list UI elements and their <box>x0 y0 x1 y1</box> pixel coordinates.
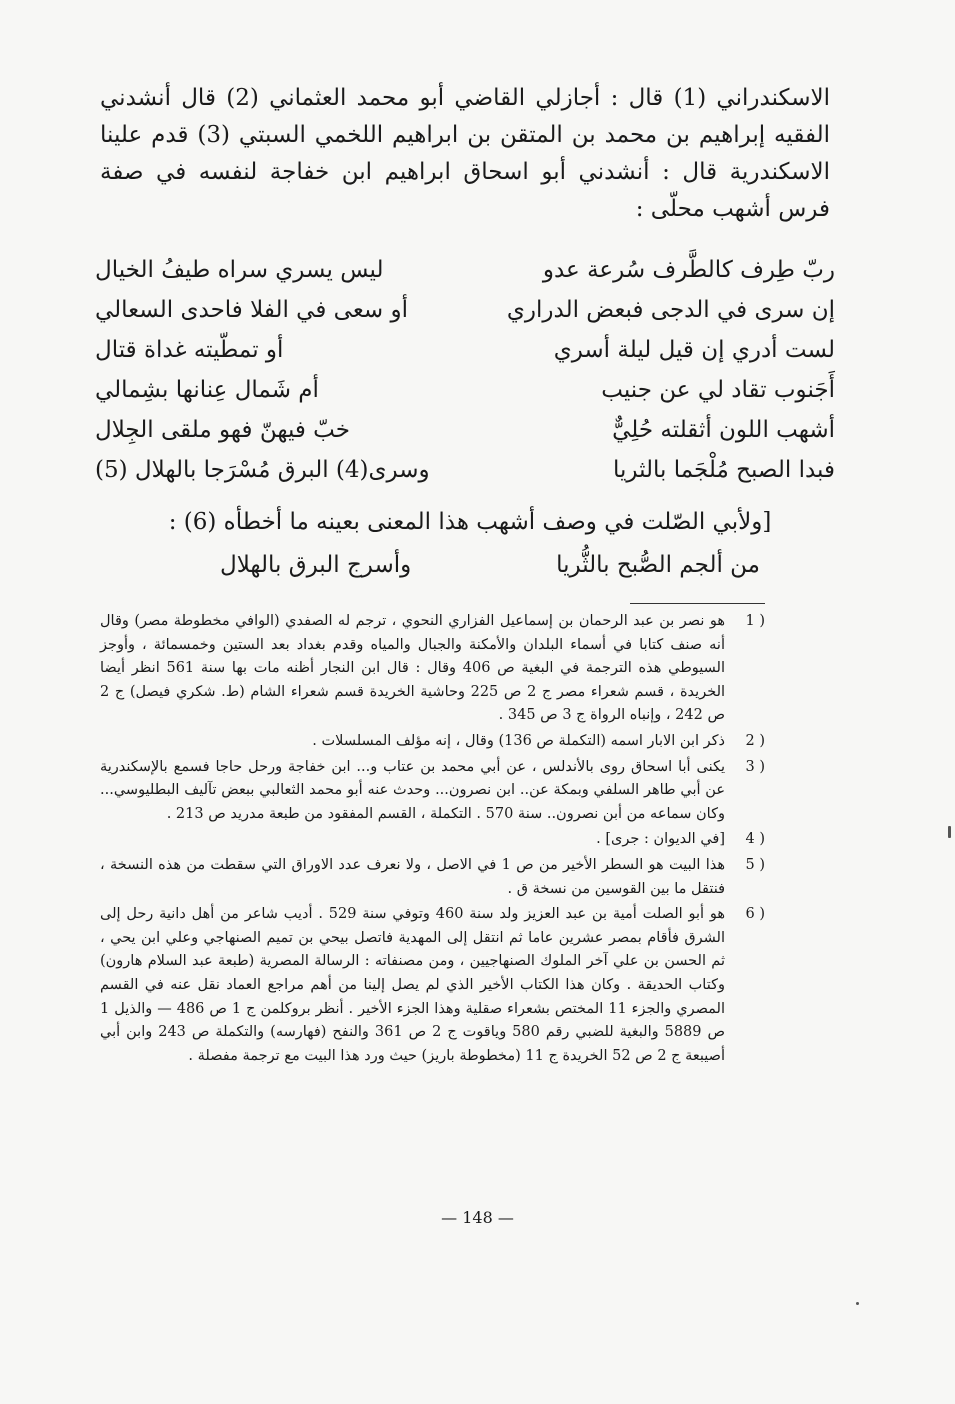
footnote-number: 3 ) <box>745 758 765 775</box>
second-hemistich: أم شَمال عِنانها بشِمالي <box>95 377 319 403</box>
first-hemistich: إن سرى في الدجى فبعض الدراري <box>506 297 835 323</box>
second-hemistich: أو تمطّيته غداة قتال <box>95 337 284 363</box>
first-hemistich: من ألجم الصُّبح بالثُّريا <box>556 552 760 578</box>
footnote-text: يكنى أبا اسحاق روى بالأندلس ، عن أبي محمد بن عتاب و... ابن خفاجة ورحل حاجا فسمع بالإسكندرية عن أبي طاهر السلفي وبمكة عن.. ابن نصرون... وحدث عنه أبو محمد الثعالبي ببعض تآليف البطليوسي... وكان سماعه من أبن نصرون.. سنة 570 . التكملة ، القسم المفقود من طبعة مدريد ص 213 . <box>100 758 725 822</box>
verse-line <box>95 410 835 450</box>
scan-speck <box>948 826 951 838</box>
second-hemistich: ليس يسري سراه طيفُ الخيال <box>95 257 384 283</box>
second-hemistich: أو سعى في الفلا فاحدى السعالي <box>95 297 409 323</box>
page-number: — 148 — <box>441 1208 514 1227</box>
verse-line <box>95 330 835 370</box>
footnote <box>100 756 765 827</box>
second-hemistich: وسرى(4) البرق مُسْرَجا بالهلال (5) <box>95 457 430 483</box>
footnote-number: 4 ) <box>745 831 765 848</box>
verse-line <box>95 290 835 330</box>
verse-line <box>95 370 835 410</box>
first-hemistich: ربّ طِرف كالطَّرف سُرعة عدو <box>542 257 835 283</box>
footnote-text: ذكر ابن الابار اسمه (التكملة ص 136) وقال ، إنه مؤلف المسلسلات . <box>312 732 725 749</box>
verse-introduction: [ولأبي الصّلت في وصف أشهب هذا المعنى بعينه ما أخطأه (6) : <box>168 509 772 535</box>
first-hemistich: لست أدري إن قيل ليلة أسري <box>553 337 835 363</box>
footnote <box>100 610 765 728</box>
second-hemistich: خبّ فيهنّ فهو ملقى الجِلال <box>95 417 350 443</box>
verse-line <box>95 250 835 290</box>
footnote-text: [في الديوان : جرى] . <box>596 831 725 848</box>
verse-line <box>95 450 835 490</box>
footnote-text: هو نصر بن عبد الرحمان بن إسماعيل الفزاري النحوي ، ترجم له الصفدي (الوافي مخطوطة مصر) وقال أنه صنف كتابا في أسماء البلدان والأمكنة والجبال والمياه وقدم بغداد بعد الستين وخمسمائة ، وأوجز السيوطي هذه الترجمة في البغية ص 406 وقال : قال ابن النجار أظنه مات بها سنة 561 انظر أيضا الخريدة ، قسم شعراء مصر ج 2 ص 225 وحاشية الخريدة قسم شعراء الشام (ط. شكري فيصل) ج 2 ص 242 ، وإنباه الرواة ج 3 ص 345 . <box>100 613 726 724</box>
footnote-number: 2 ) <box>745 732 765 749</box>
footnote <box>100 730 765 754</box>
footnotes <box>100 610 765 1068</box>
footnote <box>100 854 765 901</box>
poem <box>95 250 835 490</box>
first-hemistich: فبدا الصبح مُلْجَما بالثريا <box>612 457 835 483</box>
body-paragraph: الاسكندراني (1) قال : أجازلي القاضي أبو محمد العثماني (2) قال أنشدني الفقيه إبراهيم بن محمد بن المتقن بن ابراهيم اللخمي السبتي (3) قدم علينا الاسكندرية قال : أنشدني أبو اسحاق ابراهيم ابن خفاجة لنفسه في صفة فرس أشهب محلّى : <box>100 85 830 222</box>
footnote <box>100 828 765 852</box>
footnote-number: 6 ) <box>745 906 765 923</box>
footnote-separator <box>630 603 765 604</box>
footnote-number: 1 ) <box>745 613 765 629</box>
footnote <box>100 903 765 1068</box>
first-hemistich: أَجَنوب تقاد لي عن جنيب <box>601 377 835 403</box>
scan-speck <box>856 1302 859 1305</box>
second-hemistich: وأسرج البرق بالهلال <box>220 552 412 578</box>
first-hemistich: أشهب اللون أثقلته حُلِيٌّ <box>612 417 835 443</box>
footnote-text: هذا البيت هو السطر الأخير من ص 1 في الاصل ، ولا نعرف عدد الاوراق التي سقطت من هذه النسخة ، فنتقل ما بين القوسين من نسخة ق . <box>100 856 725 897</box>
footnote-text: هو أبو الصلت أمية بن عبد العزيز ولد سنة 460 وتوفي سنة 529 . أديب شاعر من أهل دانية رحل إلى الشرق فأقام بمصر عشرين عاما ثم انتقل إلى المهدية فاتصل بيحي بن تميم الصنهاجي وعلي ابن يحي ، ثم الحسن بن علي آخر الملوك الصنهاجيين ، ومن مصنفاته : الرسالة المصرية (طبعة عبد السلام هارون) وكتاب الحديقة . وكان هذا الكتاب الأخير الذي لم يصل إلينا من أهم مراجع العماد نقل عنه في القسم المصري والجزء 11 المختص بشعراء صقلية وهذا الجزء الأخير . أنظر بروكلمن ج 1 ص 486 — والذيل 1 ص 5889 والبغية للضبي رقم 580 وياقوت ج 2 ص 361 والنفح (فهارسه) والتكملة ص 243 وابن أبي أصيبعة ج 2 ص 52 الخريدة ج 11 (مخطوطة باريز) حيث ورد هذا البيت مع ترجمة مفصلة . <box>100 906 726 1064</box>
footnote-number: 5 ) <box>745 856 765 873</box>
quoted-verse <box>220 545 760 585</box>
